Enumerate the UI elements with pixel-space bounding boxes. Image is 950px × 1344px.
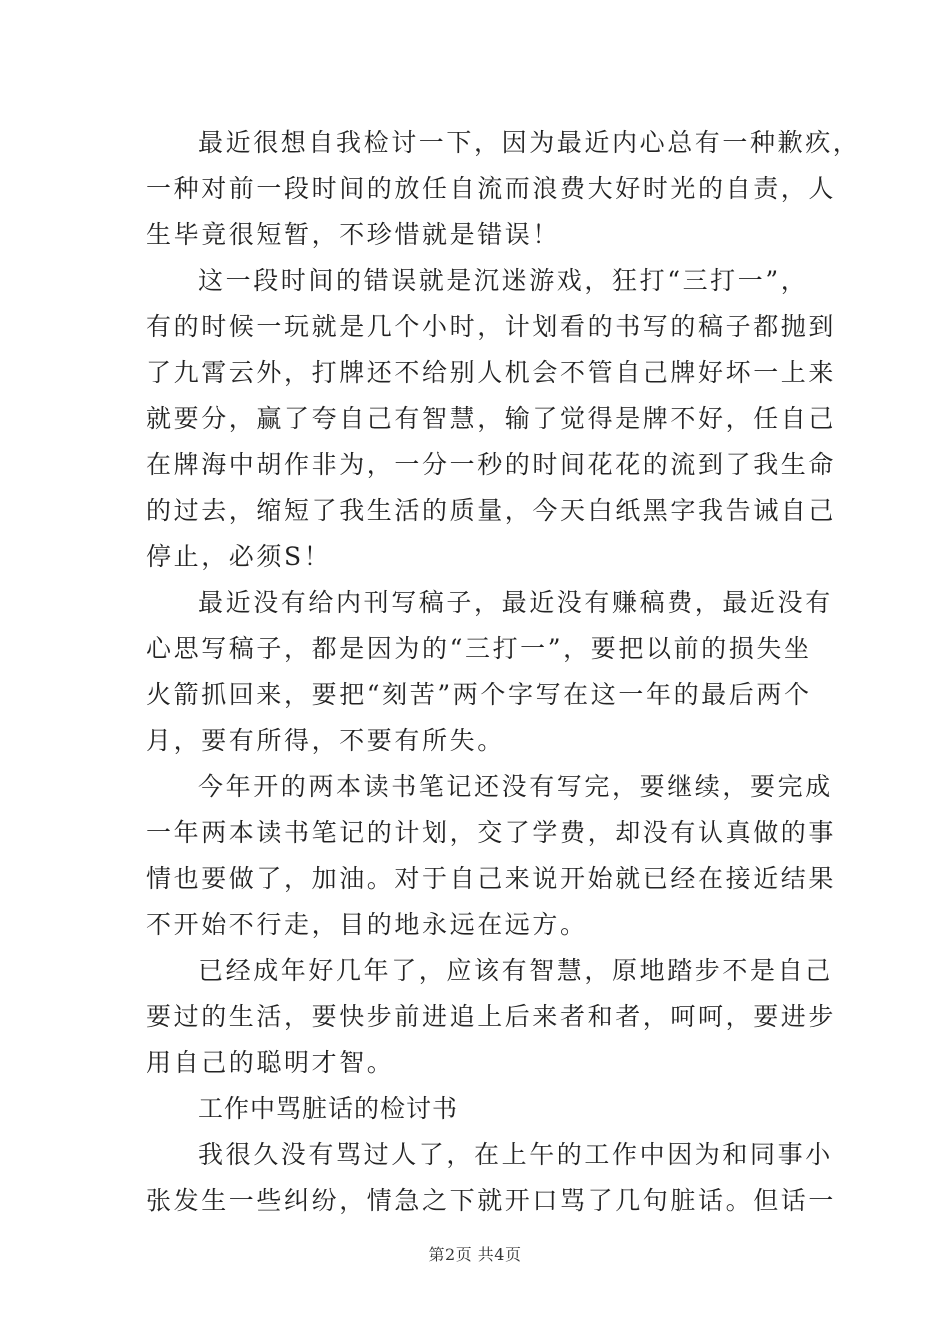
document-body	[146, 120, 861, 1224]
paragraph-line: 月，要有所得，不要有所失。	[146, 726, 505, 755]
paragraph-line: 这一段时间的错误就是沉迷游戏，狂打“三打一”，	[198, 266, 809, 295]
paragraph-line: 张发生一些纠纷，情急之下就开口骂了几句脏话。但话一	[146, 1186, 837, 1215]
paragraph-line: 我很久没有骂过人了，在上午的工作中因为和同事小	[198, 1140, 833, 1169]
section-heading: 工作中骂脏话的检讨书	[198, 1094, 459, 1123]
paragraph-line: 的过去，缩短了我生活的质量，今天白纸黑字我告诫自己	[146, 496, 837, 525]
paragraph-line: 停止，必须S！	[146, 542, 332, 571]
paragraph-line: 今年开的两本读书笔记还没有写完，要继续，要完成	[198, 772, 833, 801]
paragraph-line: 情也要做了，加油。对于自己来说开始就已经在接近结果	[146, 864, 837, 893]
paragraph-line: 最近没有给内刊写稿子，最近没有赚稿费，最近没有	[198, 588, 833, 617]
paragraph-line: 用自己的聪明才智。	[146, 1048, 395, 1077]
paragraph-line: 一种对前一段时间的放任自流而浪费大好时光的自责，人	[146, 174, 837, 203]
paragraph-line: 了九霄云外，打牌还不给别人机会不管自己牌好坏一上来	[146, 358, 837, 387]
paragraph-line: 火箭抓回来，要把“刻苦”两个字写在这一年的最后两个	[146, 680, 812, 709]
paragraph-line: 一年两本读书笔记的计划，交了学费，却没有认真做的事	[146, 818, 837, 847]
page-number-footer: 第2页 共4页	[428, 1245, 522, 1264]
paragraph-line: 心思写稿子，都是因为的“三打一”，要把以前的损失坐	[146, 634, 812, 663]
paragraph-line: 已经成年好几年了，应该有智慧，原地踏步不是自己	[198, 956, 833, 985]
paragraph-line: 生毕竟很短暂，不珍惜就是错误！	[146, 220, 561, 249]
paragraph-line: 不开始不行走，目的地永远在远方。	[146, 910, 588, 939]
paragraph-line: 要过的生活，要快步前进追上后来者和者，呵呵，要进步	[146, 1002, 837, 1031]
paragraph-line: 就要分，赢了夸自己有智慧，输了觉得是牌不好，任自己	[146, 404, 837, 433]
paragraph-line: 有的时候一玩就是几个小时，计划看的书写的稿子都抛到	[146, 312, 837, 341]
paragraph-line: 在牌海中胡作非为，一分一秒的时间花花的流到了我生命	[146, 450, 837, 479]
paragraph-line: 最近很想自我检讨一下，因为最近内心总有一种歉疚，	[198, 128, 861, 157]
